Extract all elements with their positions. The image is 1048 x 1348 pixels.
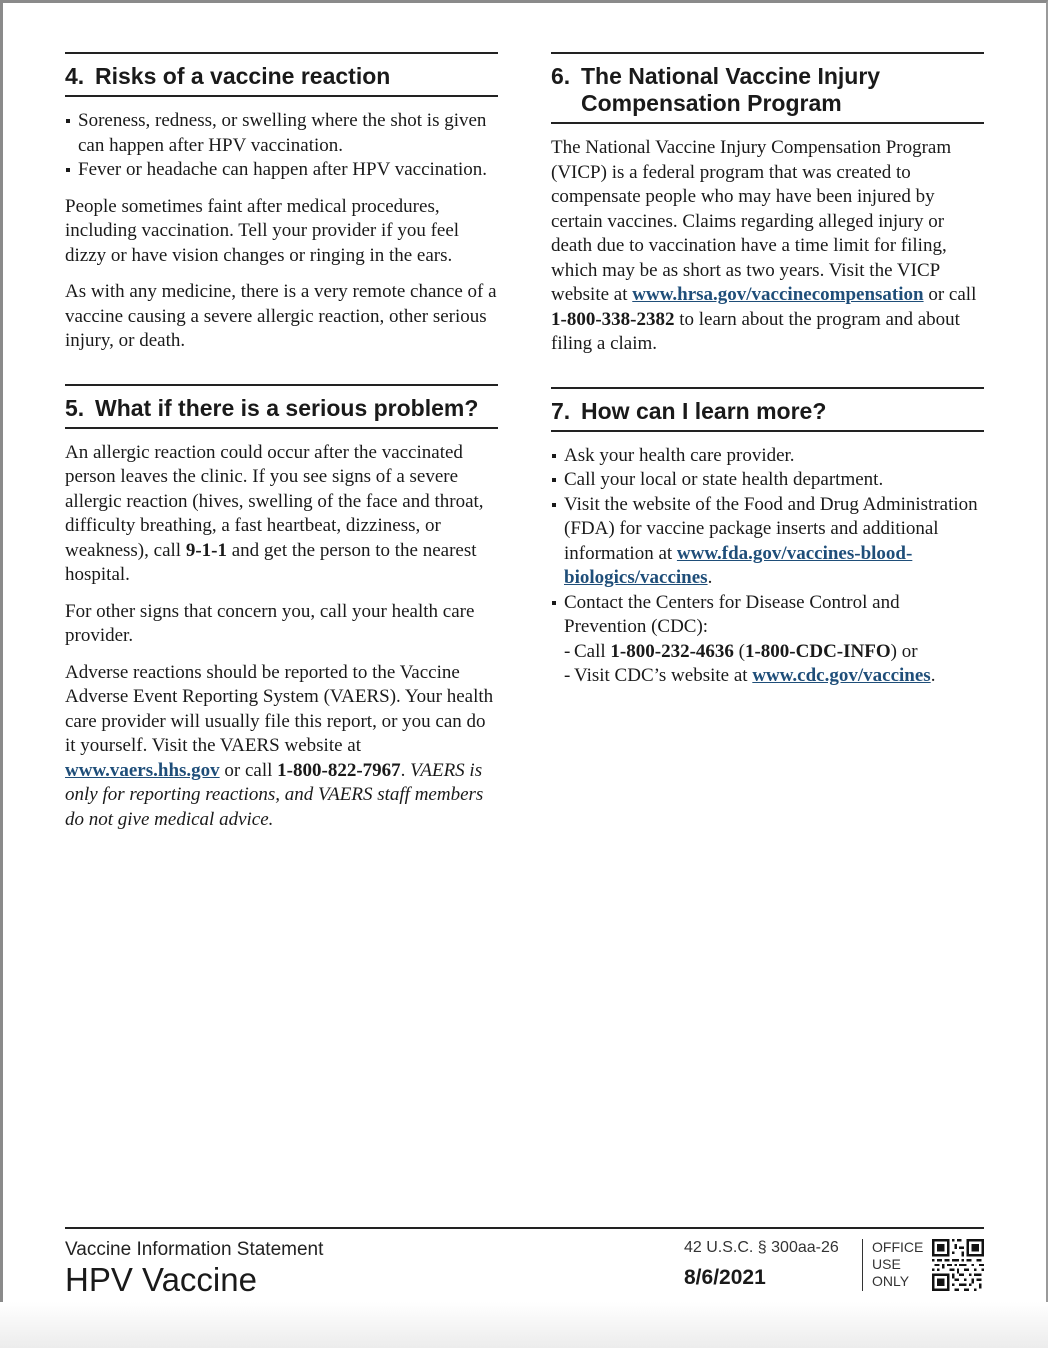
vicp-phone: 1-800-338-2382 — [551, 308, 675, 330]
section-4-number: 4. — [65, 63, 85, 89]
text-span: ) or — [890, 640, 918, 662]
list-item — [551, 591, 984, 689]
vaers-phone: 1-800-822-7967 — [277, 759, 401, 781]
vaers-note: VAERS is only for reporting reactions, and VAERS staff members do not give medical advice. — [65, 759, 484, 830]
text-span: and get the person to the nearest hospital. — [65, 539, 477, 585]
text-span: Contact the Centers for Disease Control and Prevention (CDC): — [564, 591, 900, 637]
sub-list-item — [564, 664, 984, 689]
section-5-paragraph-3 — [65, 661, 498, 833]
section-4-paragraph-2: As with any medicine, there is a very remote chance of a vaccine causing a severe allergic reaction, other serious injury, or death. — [65, 281, 497, 351]
text-span: Visit CDC’s website at — [574, 665, 753, 686]
text-span: . — [400, 759, 411, 781]
section-4-bullets — [65, 109, 498, 183]
section-6-heading — [551, 52, 984, 124]
text-span: Call — [574, 640, 611, 662]
office-line: USE — [872, 1256, 901, 1272]
footer-label: Vaccine Information Statement — [65, 1239, 324, 1260]
section-6-number: 6. — [551, 63, 571, 89]
text-span: Adverse reactions should be reported to the Vaccine Adverse Event Reporting System (VAERS). Your health care provider will usually file this report, or you can do it yourself. Visit the VAERS website at — [65, 661, 494, 756]
vicp-link[interactable]: www.hrsa.gov/vaccinecompensation — [632, 284, 924, 305]
footer-date: 8/6/2021 — [684, 1266, 766, 1289]
section-5-title: What if there is a serious problem? — [95, 394, 479, 421]
fda-link[interactable]: www.fda.gov/vaccines-blood-biologics/vaccines — [564, 542, 913, 588]
text-span: Visit the website of the Food and Drug Administration (FDA) for vaccine package inserts and additional information at — [564, 493, 978, 564]
text-span: An allergic reaction could occur after the vaccinated person leaves the clinic. If you see signs of a severe allergic reaction (hives, swelling of the face and throat, difficulty breathing, a fast heartbeat, dizziness, or weakness), call — [65, 441, 484, 561]
footer-title: HPV Vaccine — [65, 1261, 257, 1298]
section-7-number: 7. — [551, 397, 571, 424]
cdc-phone-alt: 1-800-CDC-INFO — [744, 640, 891, 662]
vaers-link[interactable]: www.vaers.hhs.gov — [65, 759, 220, 781]
office-use-only — [862, 1239, 924, 1291]
list-item — [551, 493, 984, 591]
section-5-paragraph-1 — [65, 441, 498, 588]
text-span: ( — [733, 640, 745, 662]
section-5-heading — [65, 384, 498, 429]
section-4-paragraph-1: People sometimes faint after medical procedures, including vaccination. Tell your provider if you feel dizzy or have vision changes or ringing in the ears. — [65, 195, 460, 266]
section-4-title: Risks of a vaccine reaction — [95, 63, 391, 89]
list-item: Fever or headache can happen after HPV vaccination. — [65, 158, 498, 183]
text-span: The National Vaccine Injury Compensation Program (VICP) is a federal program that was created to compensate people who may have been injured by certain vaccines. Claims regarding alleged injury or death due to vaccination have a time limit for filing, which may be as short as two years. Visit the VICP website at — [551, 137, 952, 305]
cdc-phone: 1-800-232-4636 — [610, 640, 734, 662]
section-5 — [65, 384, 498, 833]
section-7-bullets — [551, 444, 984, 689]
footer-law-citation: 42 U.S.C. § 300aa-26 — [684, 1239, 839, 1256]
text-span: or call — [923, 284, 977, 305]
list-item: Ask your health care provider. — [551, 444, 984, 469]
office-line: OFFICE — [872, 1239, 924, 1255]
emergency-phone: 9-1-1 — [185, 539, 227, 561]
list-item: Soreness, redness, or swelling where the shot is given can happen after HPV vaccination. — [65, 109, 498, 158]
section-6-paragraph — [551, 136, 984, 357]
section-6-title: The National Vaccine Injury Compensation Program — [581, 63, 881, 116]
text-span: to learn about the program and about filing a claim. — [551, 308, 960, 354]
cdc-sublist — [564, 640, 984, 689]
qr-code-icon — [932, 1239, 984, 1291]
text-span: . — [930, 665, 936, 686]
cdc-link[interactable]: www.cdc.gov/vaccines — [752, 665, 931, 686]
section-7-title: How can I learn more? — [581, 397, 827, 424]
section-7 — [551, 387, 984, 689]
document-footer — [65, 1227, 984, 1299]
page-bottom-shade — [0, 1302, 1048, 1348]
section-4-heading — [65, 52, 498, 97]
list-item: Call your local or state health department. — [551, 468, 984, 493]
section-6 — [551, 52, 984, 357]
left-column — [65, 52, 498, 862]
text-span: or call — [219, 759, 278, 781]
section-7-heading — [551, 387, 984, 432]
section-4 — [65, 52, 498, 354]
right-column — [551, 52, 984, 719]
office-line: ONLY — [872, 1273, 910, 1289]
sub-list-item — [564, 640, 984, 665]
section-5-paragraph-2: For other signs that concern you, call your health care provider. — [65, 600, 475, 646]
section-5-number: 5. — [65, 394, 85, 421]
text-span: . — [707, 567, 713, 588]
